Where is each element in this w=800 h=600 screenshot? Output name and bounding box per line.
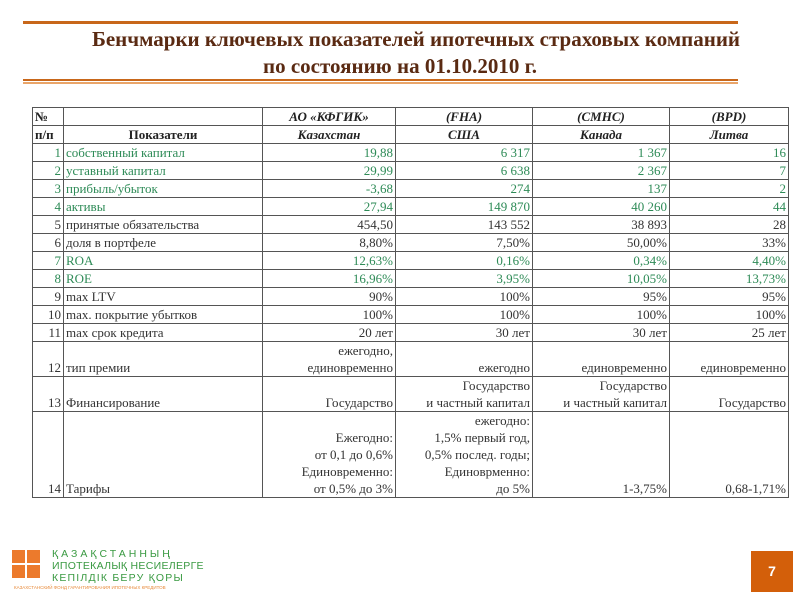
row-label: доля в портфеле bbox=[64, 234, 263, 252]
row-value: 90% bbox=[263, 288, 396, 306]
table-row bbox=[33, 377, 789, 412]
row-value: 1 367 bbox=[533, 144, 670, 162]
row-value: 7 bbox=[670, 162, 789, 180]
row-number: 9 bbox=[33, 288, 64, 306]
header-lithuania: Литва bbox=[670, 126, 789, 144]
row-value: 0,34% bbox=[533, 252, 670, 270]
row-value: 1-3,75% bbox=[533, 412, 670, 498]
title-line-1: Бенчмарки ключевых показателей ипотечных страховых компаний bbox=[91, 27, 741, 51]
row-number: 8 bbox=[33, 270, 64, 288]
row-value: Государство и частный капитал bbox=[533, 377, 670, 412]
table-row bbox=[33, 198, 789, 216]
logo-line-3: КЕПІЛДІК БЕРУ ҚОРЫ bbox=[52, 572, 184, 584]
row-number: 4 bbox=[33, 198, 64, 216]
row-value: 454,50 bbox=[263, 216, 396, 234]
row-value: единовременно bbox=[533, 342, 670, 377]
row-value: 100% bbox=[533, 306, 670, 324]
header-row-1 bbox=[33, 108, 789, 126]
logo-square-icon bbox=[12, 550, 25, 563]
row-label: max срок кредита bbox=[64, 324, 263, 342]
row-number: 13 bbox=[33, 377, 64, 412]
row-value: 100% bbox=[396, 288, 533, 306]
row-value: ежегодно: 1,5% первый год, 0,5% послед. годы; Единоврменно: до 5% bbox=[396, 412, 533, 498]
logo-square-icon bbox=[12, 565, 25, 578]
row-label: Тарифы bbox=[64, 412, 263, 498]
row-value: 30 лет bbox=[396, 324, 533, 342]
page-number: 7 bbox=[751, 551, 793, 592]
row-number: 14 bbox=[33, 412, 64, 498]
row-value: 7,50% bbox=[396, 234, 533, 252]
header-indicators: Показатели bbox=[64, 126, 263, 144]
title-rule-bottom bbox=[23, 79, 738, 81]
row-number: 3 bbox=[33, 180, 64, 198]
row-value: 25 лет bbox=[670, 324, 789, 342]
title-line-2: по состоянию на 01.10.2010 г. bbox=[262, 54, 537, 78]
row-number: 11 bbox=[33, 324, 64, 342]
header-blank bbox=[64, 108, 263, 126]
row-number: 7 bbox=[33, 252, 64, 270]
row-label: ROA bbox=[64, 252, 263, 270]
row-value: 50,00% bbox=[533, 234, 670, 252]
table-row bbox=[33, 180, 789, 198]
row-value: 12,63% bbox=[263, 252, 396, 270]
logo-square-icon bbox=[27, 550, 40, 563]
row-value: 95% bbox=[533, 288, 670, 306]
header-usa: США bbox=[396, 126, 533, 144]
row-value: 2 bbox=[670, 180, 789, 198]
row-label: прибыль/убыток bbox=[64, 180, 263, 198]
row-value: 13,73% bbox=[670, 270, 789, 288]
table-row bbox=[33, 252, 789, 270]
row-value: Государство bbox=[670, 377, 789, 412]
table-row bbox=[33, 162, 789, 180]
header-canada: Канада bbox=[533, 126, 670, 144]
row-value: 28 bbox=[670, 216, 789, 234]
table-row bbox=[33, 412, 789, 498]
title-rule-top bbox=[23, 21, 738, 24]
logo-line-2: ИПОТЕКАЛЫҚ НЕСИЕЛЕРГЕ bbox=[52, 560, 204, 572]
row-label: max. покрытие убытков bbox=[64, 306, 263, 324]
logo-subtitle: КАЗАХСТАНСКИЙ ФОНД ГАРАНТИРОВАНИЯ ИПОТЕЧНЫХ КРЕДИТОВ bbox=[14, 585, 166, 590]
row-value: 29,99 bbox=[263, 162, 396, 180]
row-value: 40 260 bbox=[533, 198, 670, 216]
row-value: 100% bbox=[670, 306, 789, 324]
row-label: активы bbox=[64, 198, 263, 216]
row-value: 274 bbox=[396, 180, 533, 198]
header-kfgik: АО «КФГИК» bbox=[263, 108, 396, 126]
table-row bbox=[33, 270, 789, 288]
header-pp: п/п bbox=[33, 126, 64, 144]
row-number: 12 bbox=[33, 342, 64, 377]
table-row bbox=[33, 234, 789, 252]
logo-line-1: ҚАЗАҚСТАННЫҢ bbox=[52, 548, 173, 560]
row-value: 6 317 bbox=[396, 144, 533, 162]
table-row bbox=[33, 306, 789, 324]
header-bpd: (BPD) bbox=[670, 108, 789, 126]
row-value: 6 638 bbox=[396, 162, 533, 180]
row-number: 5 bbox=[33, 216, 64, 234]
row-value: 3,95% bbox=[396, 270, 533, 288]
row-value: 30 лет bbox=[533, 324, 670, 342]
row-value: 0,16% bbox=[396, 252, 533, 270]
row-value: 38 893 bbox=[533, 216, 670, 234]
row-value: 27,94 bbox=[263, 198, 396, 216]
table-row bbox=[33, 324, 789, 342]
row-value: -3,68 bbox=[263, 180, 396, 198]
row-value: 10,05% bbox=[533, 270, 670, 288]
row-value: 149 870 bbox=[396, 198, 533, 216]
row-value: ежегодно bbox=[396, 342, 533, 377]
row-label: max LTV bbox=[64, 288, 263, 306]
row-value: Ежегодно: от 0,1 до 0,6% Единовременно: от 0,5% до 3% bbox=[263, 412, 396, 498]
row-value: 33% bbox=[670, 234, 789, 252]
table-row bbox=[33, 216, 789, 234]
row-value: 143 552 bbox=[396, 216, 533, 234]
row-value: 16 bbox=[670, 144, 789, 162]
row-label: ROE bbox=[64, 270, 263, 288]
row-value: 19,88 bbox=[263, 144, 396, 162]
table-row bbox=[33, 144, 789, 162]
row-value: 137 bbox=[533, 180, 670, 198]
row-value: 100% bbox=[263, 306, 396, 324]
row-value: единовременно bbox=[670, 342, 789, 377]
row-value: Государство и частный капитал bbox=[396, 377, 533, 412]
row-label: уставный капитал bbox=[64, 162, 263, 180]
row-value: 0,68-1,71% bbox=[670, 412, 789, 498]
row-number: 2 bbox=[33, 162, 64, 180]
benchmark-table bbox=[32, 107, 789, 498]
header-fha: (FHA) bbox=[396, 108, 533, 126]
header-cmhc: (CMHC) bbox=[533, 108, 670, 126]
row-value: 16,96% bbox=[263, 270, 396, 288]
row-label: собственный капитал bbox=[64, 144, 263, 162]
header-num: № bbox=[33, 108, 64, 126]
row-label: Финансирование bbox=[64, 377, 263, 412]
row-value: ежегодно, единовременно bbox=[263, 342, 396, 377]
table-row bbox=[33, 288, 789, 306]
header-row-2 bbox=[33, 126, 789, 144]
row-label: принятые обязательства bbox=[64, 216, 263, 234]
row-number: 6 bbox=[33, 234, 64, 252]
row-value: 44 bbox=[670, 198, 789, 216]
table-row bbox=[33, 342, 789, 377]
row-label: тип премии bbox=[64, 342, 263, 377]
header-kazakhstan: Казахстан bbox=[263, 126, 396, 144]
row-value: Государство bbox=[263, 377, 396, 412]
page-title bbox=[0, 26, 800, 80]
row-value: 100% bbox=[396, 306, 533, 324]
title-rule-bottom-light bbox=[23, 82, 738, 84]
row-value: 95% bbox=[670, 288, 789, 306]
row-value: 2 367 bbox=[533, 162, 670, 180]
row-number: 1 bbox=[33, 144, 64, 162]
logo-square-icon bbox=[27, 565, 40, 578]
row-number: 10 bbox=[33, 306, 64, 324]
row-value: 20 лет bbox=[263, 324, 396, 342]
row-value: 4,40% bbox=[670, 252, 789, 270]
row-value: 8,80% bbox=[263, 234, 396, 252]
